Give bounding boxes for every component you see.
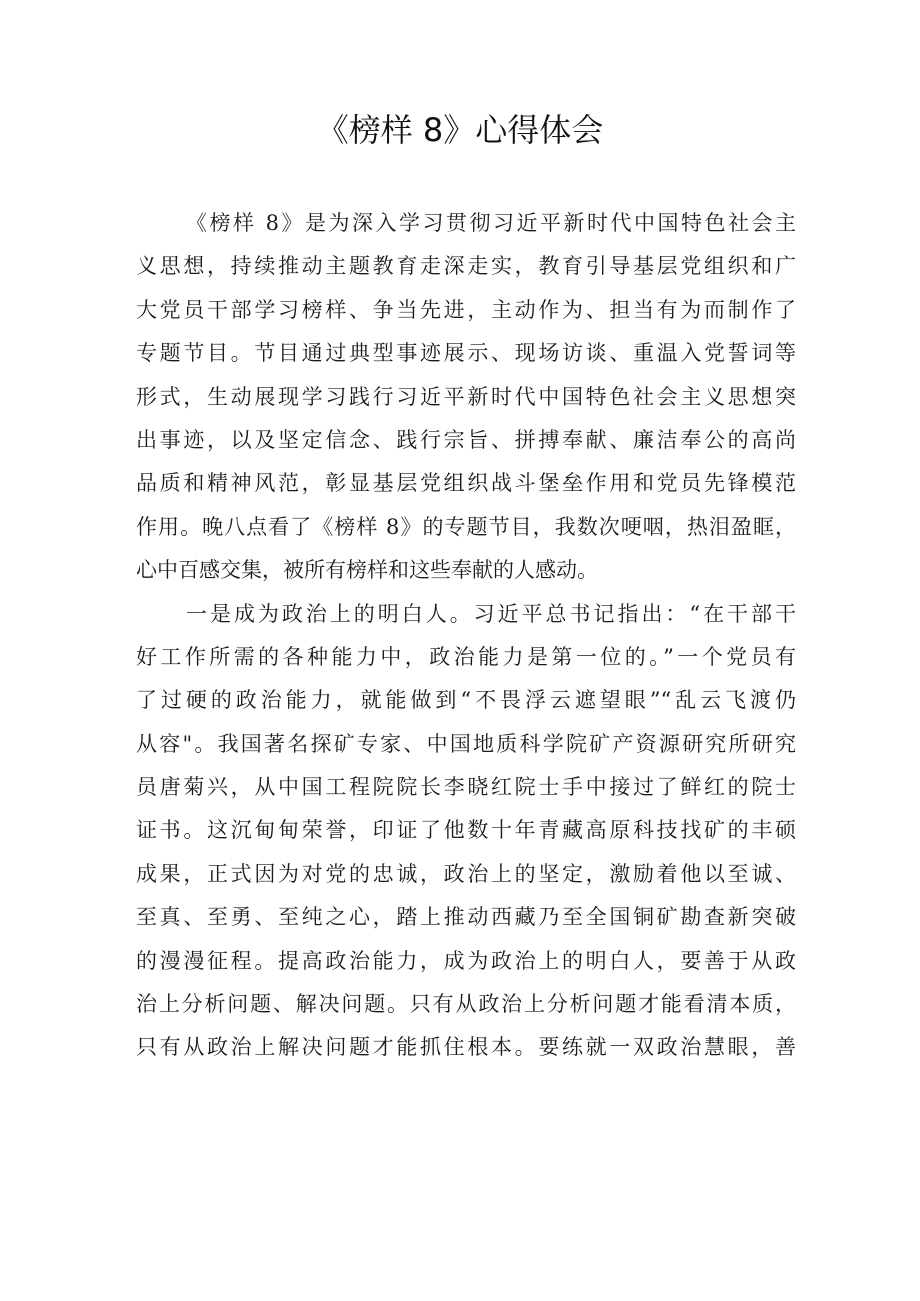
paragraph-line: 好工作所需的各种能力中，政治能力是第一位的。”一个党员有: [136, 644, 796, 669]
paragraph-line: 心中百感交集，被所有榜样和这些奉献的人感动。: [136, 558, 598, 583]
paragraph-line: 治上分析问题、解决问题。只有从政治上分析问题才能看清本质，: [136, 992, 796, 1017]
paragraph-line: 出事迹，以及坚定信念、践行宗旨、拼搏奉献、廉洁奉公的高尚: [136, 427, 796, 452]
paragraph-line: 《榜样 8》是为深入学习贯彻习近平新时代中国特色社会主: [186, 211, 796, 235]
paragraph-line: 专题节目。节目通过典型事迹展示、现场访谈、重温入党誓词等: [136, 341, 796, 366]
paragraph-line: 员唐菊兴，从中国工程院院长李晓红院士手中接过了鲜红的院士: [136, 775, 796, 800]
paragraph-line: 大党员干部学习榜样、争当先进，主动作为、担当有为而制作了: [136, 297, 796, 322]
paragraph-line: 的漫漫征程。提高政治能力，成为政治上的明白人，要善于从政: [136, 948, 796, 973]
document-title: 《榜样 8》心得体会: [316, 111, 604, 149]
paragraph-line: 形式，生动展现学习践行习近平新时代中国特色社会主义思想突: [136, 384, 796, 409]
paragraph-line: 至真、至勇、至纯之心，踏上推动西藏乃至全国铜矿勘查新突破: [136, 905, 796, 930]
paragraph-line: 作用。晚八点看了《榜样 8》的专题节目，我数次哽咽，热泪盈眶，: [136, 514, 796, 539]
paragraph-line: 从容"。我国著名探矿专家、中国地质科学院矿产资源研究所研究: [136, 731, 796, 756]
paragraph-line: 证书。这沉甸甸荣誉，印证了他数十年青藏高原科技找矿的丰硕: [136, 818, 796, 843]
paragraph-line: 品质和精神风范，彰显基层党组织战斗堡垒作用和党员先锋模范: [136, 471, 796, 496]
paragraph-line: 只有从政治上解决问题才能抓住根本。要练就一双政治慧眼，善: [136, 1035, 796, 1060]
paragraph-line: 一是成为政治上的明白人。习近平总书记指出：“在干部干: [186, 601, 796, 626]
paragraph-line: 成果，正式因为对党的忠诚，政治上的坚定，激励着他以至诚、: [136, 861, 796, 886]
paragraph-line: 了过硬的政治能力，就能做到“不畏浮云遮望眼”“乱云飞渡仍: [136, 688, 796, 713]
document-body: [136, 202, 796, 1070]
paragraph-line: 义思想，持续推动主题教育走深走实，教育引导基层党组织和广: [136, 254, 796, 279]
